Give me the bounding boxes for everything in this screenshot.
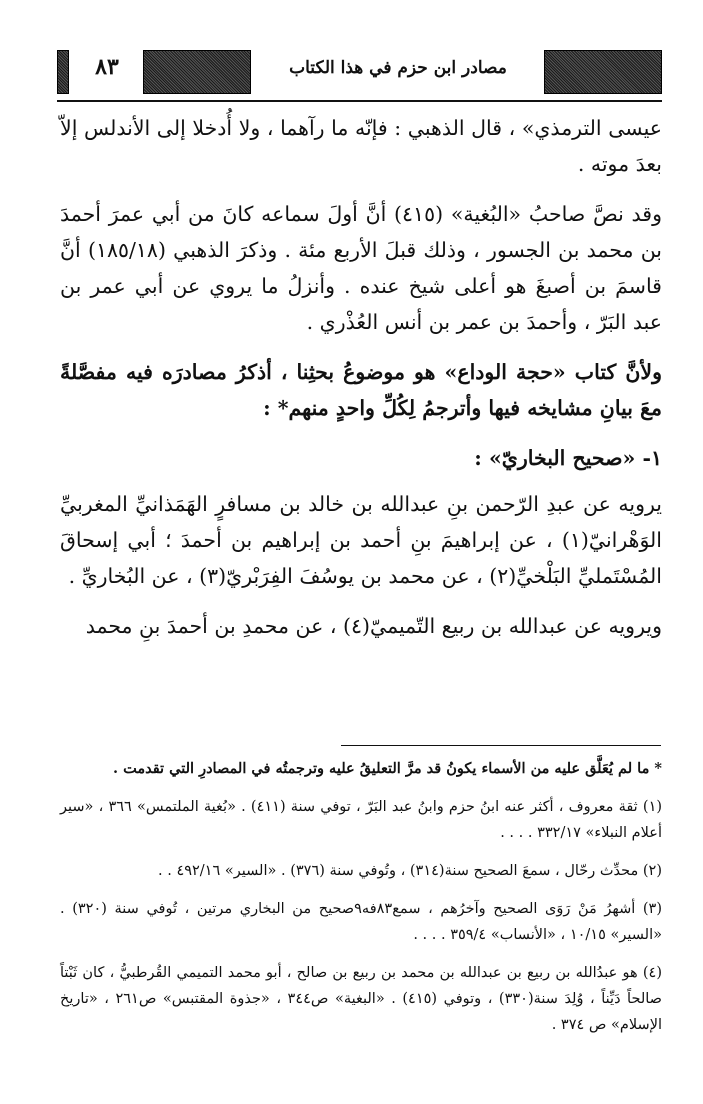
main-text [60, 110, 662, 658]
footnote-2: (٢) محدِّث رحّال ، سمعَ الصحيح سنة(٣١٤) ، وتُوفي سنة (٣٧٦) . «السير» ٤٩٢/١٦ . . [158, 863, 662, 879]
header-ornament-middle [143, 50, 251, 94]
paragraph-3: ولأنَّ كتاب «حجة الوداع» هو موضوعُ بحثِنا ، أذكرُ مصادرَه فيه مفصَّلةً معَ بيانِ مشايخه فيها وأترجمُ لِكُلِّ واحدٍ منهم* : [60, 360, 662, 420]
footnotes [60, 756, 662, 1050]
header-ornament-right [544, 50, 662, 94]
section-heading: ١- «صحيح البخاريّ» : [474, 446, 662, 470]
footnote-4: (٤) هو عبدُالله بن ربيع بن عبدالله بن محمد بن ربيع بن صالح ، أبو محمد التميمي القُرطبيُّ ، كان ثَبْتاً صالحاً دَيِّناً ، وُلِدَ سنة(٣٣٠) ، وتوفي (٤١٥) . «البغية» ص٣٤٤ ، «جذوة المقتبس» ص٢٦١ ، «تاريخ الإسلام» ص ٣٧٤ . [60, 965, 662, 1033]
footnote-star: * ما لم يُعَلَّق عليه من الأسماء يكونُ قد مرَّ التعليقُ عليه وترجمتُه في المصادرِ التي تقدمت . [112, 760, 662, 777]
header-ornament-left [57, 50, 69, 94]
running-header [57, 42, 662, 102]
paragraph-5: ويرويه عن عبدالله بن ربيع التّميميّ(٤) ، عن محمدِ بن أحمدَ بنِ محمد [85, 614, 662, 638]
footnote-3: (٣) أشهرُ مَنْ رَوَى الصحيح وآخرُهم ، سمع٨٣فه٩صحيح من البخاري مرتين ، تُوفي سنة (٣٢٠) . «السير» ١٠/١٥ ، «الأنساب» ٣٥٩/٤ . . . . [60, 901, 662, 943]
footnote-separator [341, 745, 661, 746]
running-title: مصادر ابن حزم في هذا الكتاب [289, 58, 507, 78]
page-number: ٨٣ [95, 54, 119, 80]
paragraph-1: عيسى الترمذي» ، قال الذهبي : فإنّه ما رآهما ، ولا أُدخلا إلى الأندلس إلاّ بعدَ موته . [60, 116, 662, 176]
paragraph-2: وقد نصَّ صاحبُ «البُغية» (٤١٥) أنَّ أولَ سماعه كانَ من أبي عمرَ أحمدَ بن محمد بن الجسور ، وذلك قبلَ الأربع مئة . وذكرَ الذهبي (١٨٥/١٨) أنَّ قاسمَ بن أصبغَ هو أعلى شيخ عنده . وأنزلُ ما يروي عن أبي عمر بن عبد البَرّ ، وأحمدَ بن عمر بن أنس العُذْري . [60, 202, 663, 334]
footnote-1: (١) ثقة معروف ، أكثر عنه ابنُ حزم وابنُ عبد البَرّ ، توفي سنة (٤١١) . «بُغية الملتمس» ٣٦٦ ، «سير أعلام النبلاء» ٣٣٢/١٧ . . . . [60, 799, 663, 841]
paragraph-4: يرويه عن عبدِ الرّحمن بنِ عبدالله بن خالد بن مسافرٍ الهَمَذانيِّ المغربيِّ الوَهْرانيّ(١) ، عن إبراهيمَ بنِ أحمد بن إبراهيم بن أحمدَ ؛ أبي إسحاقَ المُسْتَمليِّ البَلْخيِّ(٢) ، عن محمد بن يوسُفَ الفِرَبْريّ(٣) ، عن البُخاريِّ . [60, 492, 662, 588]
